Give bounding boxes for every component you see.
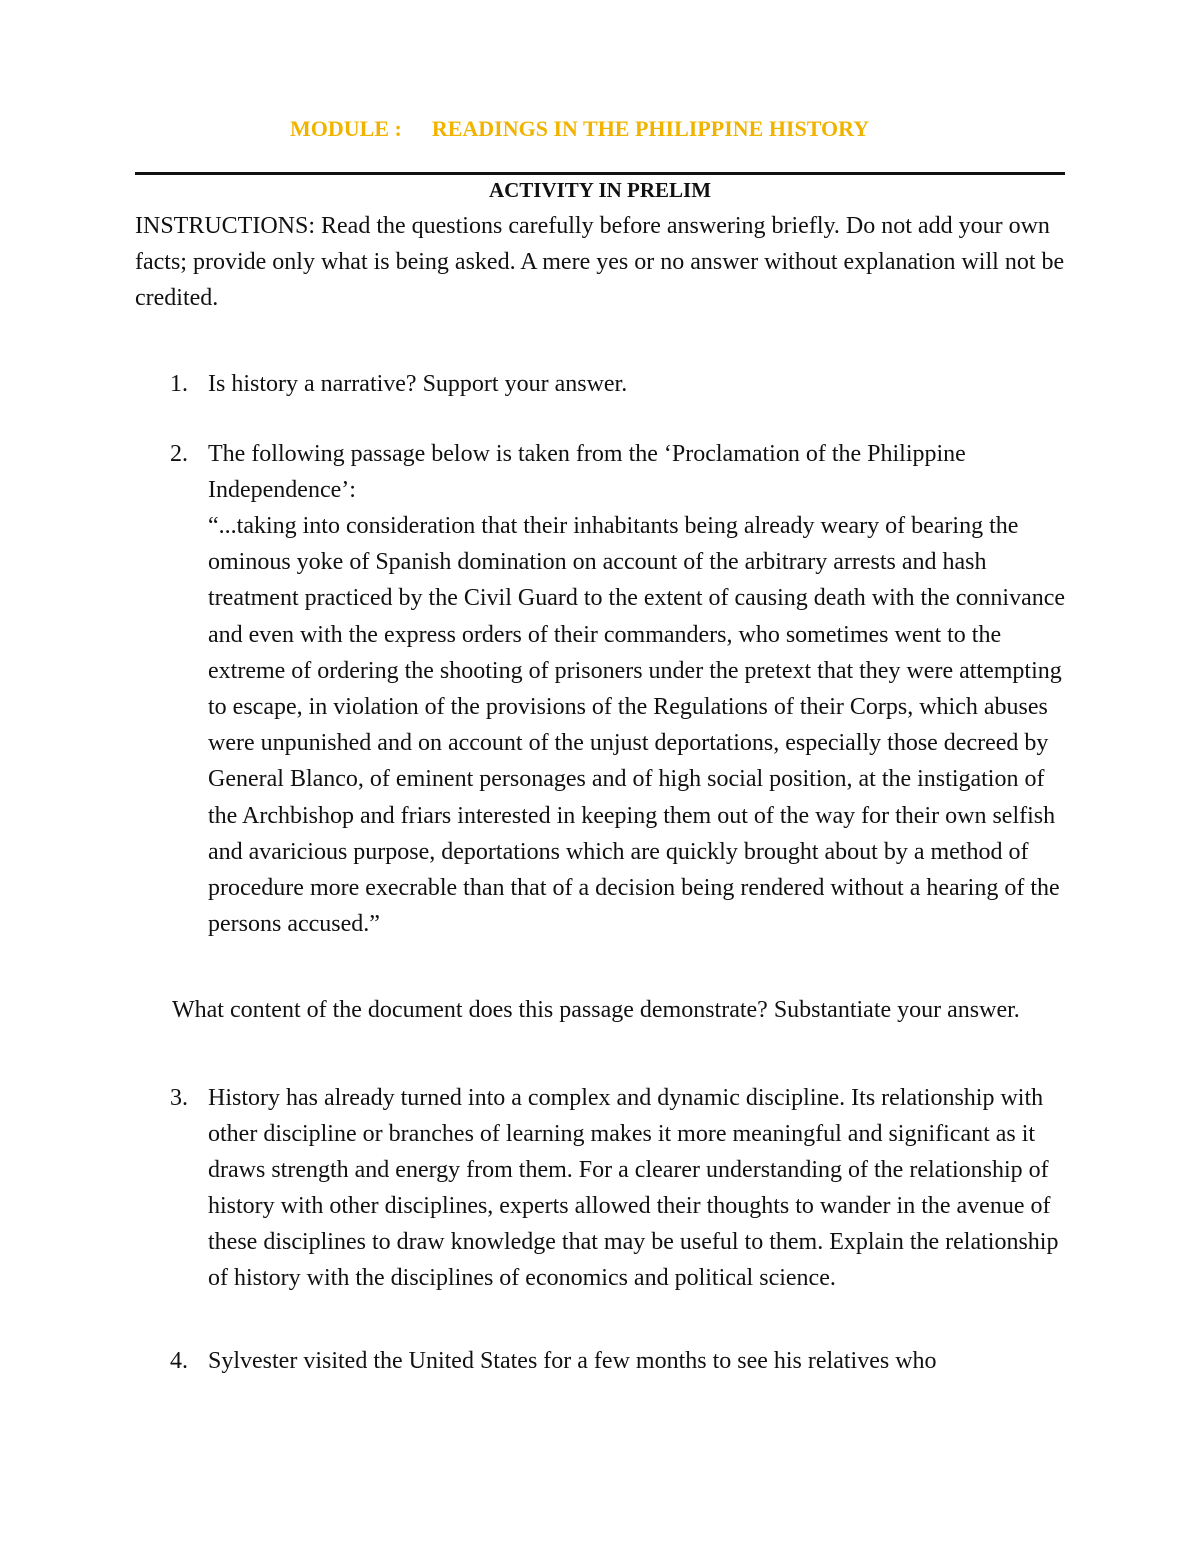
module-label: MODULE : [290,116,402,141]
module-header [290,116,990,142]
question-number: 1. [170,371,188,397]
question-text: The following passage below is taken from the ‘Proclamation of the Philippine Independence’: [208,441,966,503]
instructions-paragraph: INSTRUCTIONS: Read the questions carefully before answering briefly. Do not add your own facts; provide only what is being asked. A mere yes or no answer without explanation will not be credited. [135,213,1065,311]
question-2-followup: What content of the document does this passage demonstrate? Substantiate your answer. [172,997,1020,1023]
module-title: READINGS IN THE PHILIPPINE HISTORY [431,116,870,141]
question-3 [170,1080,1070,1296]
question-number: 4. [170,1348,188,1374]
activity-title: ACTIVITY IN PRELIM [488,178,712,202]
question-text: History has already turned into a complex and dynamic discipline. Its relationship with other discipline or branches of learning makes it more meaningful and significant as it draws strength and energy from them. For a clearer understanding of the relationship of history with other disciplines, experts allowed their thoughts to wander in the avenue of these disciplines to draw knowledge that may be useful to them. Explain the relationship of history with the disciplines of economics and political science. [208,1085,1059,1291]
quoted-passage: “...taking into consideration that their inhabitants being already weary of bearing the ominous yoke of Spanish domination on account of the arbitrary arrests and hash treatment practiced by the Civil Guard to the extent of causing death with the connivance and even with the express orders of their commanders, who sometimes went to the extreme of ordering the shooting of prisoners under the pretext that they were attempting to escape, in violation of the provisions of the Regulations of their Corps, which abuses were unpunished and on account of the unjust deportations, especially those decreed by General Blanco, of eminent personages and of high social position, at the instigation of the Archbishop and friars interested in keeping them out of the way for their own selfish and avaricious purpose, deportations which are quickly brought about by a method of procedure more execrable than that of a decision being rendered without a hearing of the persons accused.” [208,513,1066,938]
question-number: 2. [170,441,188,467]
question-1 [170,366,1070,402]
question-text: Is history a narrative? Support your answer. [208,371,628,397]
question-text: Sylvester visited the United States for a few months to see his relatives who [208,1348,937,1374]
header-divider [135,172,1065,175]
question-4 [170,1343,1070,1379]
question-2 [170,436,1070,942]
question-number: 3. [170,1085,188,1111]
